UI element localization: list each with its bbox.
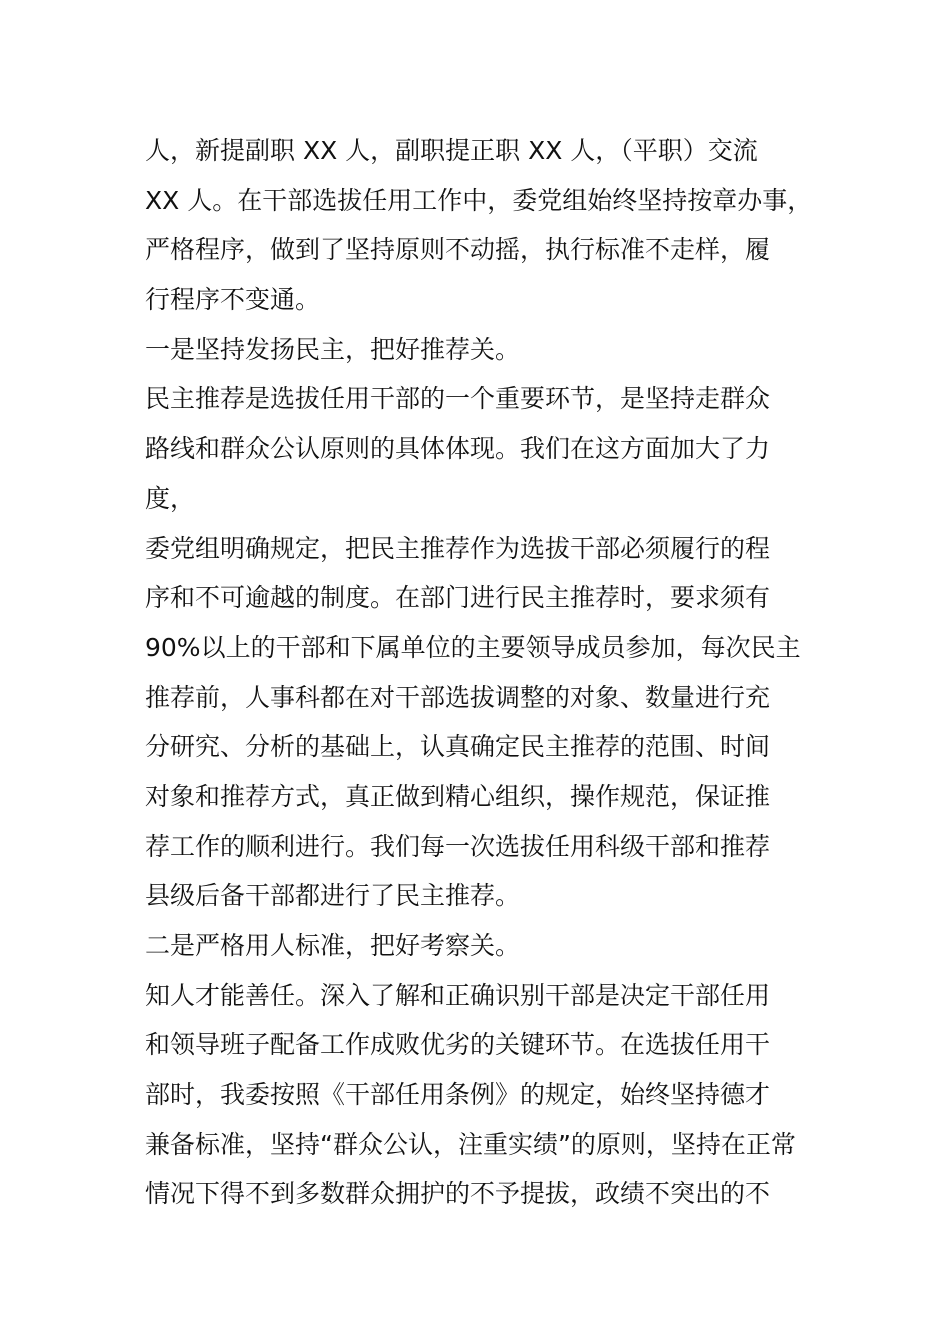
text-line: 推荐前，人事科都在对干部选拔调整的对象、数量进行充 [145,682,771,712]
text-line: 委党组明确规定，把民主推荐作为选拔干部必须履行的程 [145,533,771,563]
text-line: 荐工作的顺利进行。我们每一次选拔任用科级干部和推荐 [145,831,771,861]
text-line: XX 人。在干部选拔任用工作中，委党组始终坚持按章办事， [145,185,813,215]
text-line: 兼备标准，坚持“群众公认，注重实绩”的原则，坚持在正常 [145,1129,796,1159]
text-line: 90%以上的干部和下属单位的主要领导成员参加，每次民主 [145,632,801,662]
text-line: 对象和推荐方式，真正做到精心组织，操作规范，保证推 [145,781,771,811]
text-line: 行程序不变通。 [145,285,321,315]
text-line: 分研究、分析的基础上，认真确定民主推荐的范围、时间 [145,732,771,762]
text-line: 民主推荐是选拔任用干部的一个重要环节，是坚持走群众 [145,384,771,414]
text-line: 知人才能善任。深入了解和正确识别干部是决定干部任用 [145,980,771,1010]
text-line: 序和不可逾越的制度。在部门进行民主推荐时，要求须有 [145,583,771,613]
text-line: 县级后备干部都进行了民主推荐。 [145,881,521,911]
text-line: 严格程序，做到了坚持原则不动摇，执行标准不走样，履 [145,235,771,265]
section-heading: 一是坚持发扬民主，把好推荐关。 [145,334,521,364]
text-line: 部时，我委按照《干部任用条例》的规定，始终坚持德才 [145,1080,771,1110]
text-line: 路线和群众公认原则的具体体现。我们在这方面加大了力 [145,434,771,464]
text-line: 度， [145,483,196,513]
text-line: 人，新提副职 XX 人，副职提正职 XX 人，（平职）交流 [145,136,758,165]
text-line: 情况下得不到多数群众拥护的不予提拔，政绩不突出的不 [145,1179,771,1209]
document-body [145,126,825,1219]
section-heading: 二是严格用人标准，把好考察关。 [145,931,521,960]
text-line: 和领导班子配备工作成败优劣的关键环节。在选拔任用干 [145,1030,771,1060]
